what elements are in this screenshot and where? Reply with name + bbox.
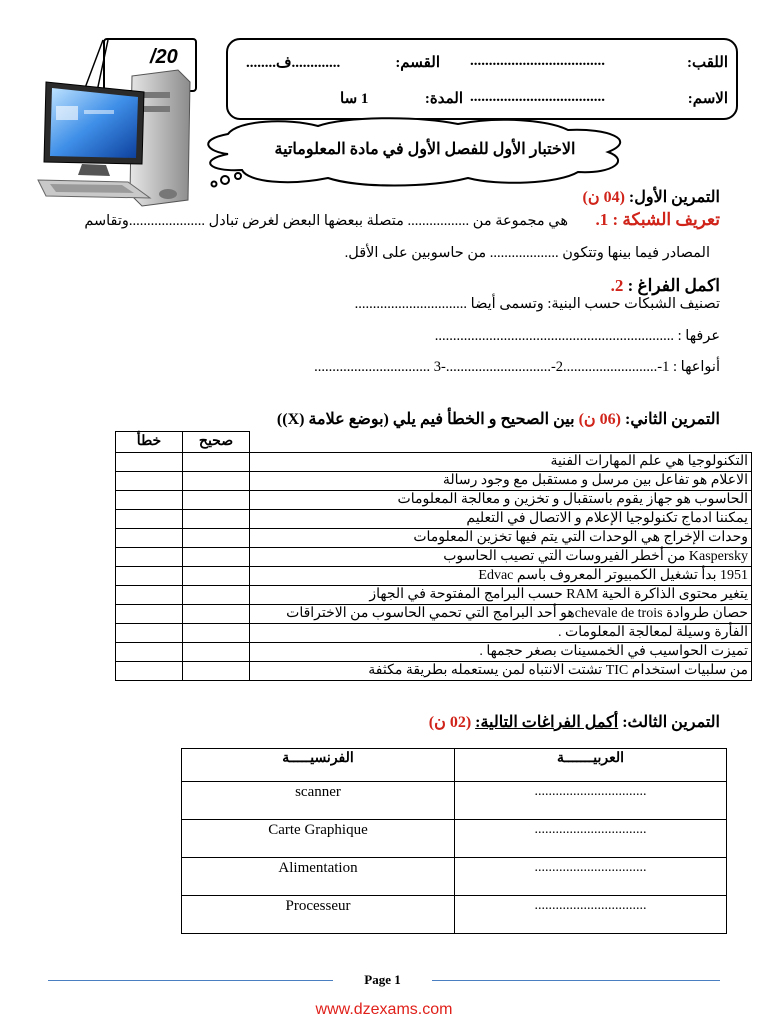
false-cell[interactable] [116, 624, 183, 643]
false-cell[interactable] [116, 472, 183, 491]
exercise2-instruction: بين الصحيح و الخطأ فيم يلي (بوضع علامة (X)) [276, 411, 575, 428]
true-cell[interactable] [183, 643, 250, 662]
q1-line2: المصادر فيما بينها وتتكون ................... من حاسوبين على الأقل. [344, 245, 710, 261]
name-field[interactable]: .................................... [470, 89, 605, 105]
statement-text: وحدات الإخراج هي الوحدات التي يتم فيها تخزين المعلومات [250, 529, 752, 548]
true-cell[interactable] [183, 586, 250, 605]
false-cell[interactable] [116, 586, 183, 605]
exercise1-title: التمرين الأول: [628, 189, 720, 206]
true-cell[interactable] [183, 453, 250, 472]
exercise3-points: (02 ن) [428, 714, 472, 731]
column-arabic: العربيـــــــة [455, 749, 727, 782]
vocabulary-table [181, 748, 727, 934]
q1-number: 1. [595, 210, 609, 229]
statement-text: تميزت الحواسيب في الخمسينات بصغر حجمها . [250, 643, 752, 662]
table-row [116, 510, 752, 529]
section-label: القسم: [395, 55, 440, 71]
statement-text: الفأرة وسيلة لمعالجة المعلومات . [250, 624, 752, 643]
footer-divider-right [432, 980, 720, 981]
column-false: خطأ [116, 432, 183, 453]
false-cell[interactable] [116, 510, 183, 529]
page-number: Page 1 [364, 972, 401, 987]
true-cell[interactable] [183, 491, 250, 510]
false-cell[interactable] [116, 491, 183, 510]
q2-line2: عرفها : .................................................................. [434, 328, 720, 344]
exercise3-heading [429, 712, 720, 732]
false-cell[interactable] [116, 548, 183, 567]
table-header-row [116, 432, 752, 453]
exercise3-instruction: أكمل الفراغات التالية: [475, 714, 619, 731]
table-row [116, 529, 752, 548]
table-row [116, 605, 752, 624]
statement-text: من سلبيات استخدام TIC تشتت الانتباه لمن يستعمله بطريقة مكثفة [250, 662, 752, 681]
q2-line1: تصنيف الشبكات حسب البنية: وتسمى أيضا ............................... [354, 296, 720, 312]
name-label: الاسم: [687, 91, 728, 107]
true-cell[interactable] [183, 510, 250, 529]
surname-field[interactable]: .................................... [470, 53, 605, 69]
exercise2-heading [277, 409, 720, 429]
table-row [116, 624, 752, 643]
q1-title: تعريف الشبكة : [612, 210, 720, 229]
french-term: Processeur [182, 896, 455, 934]
true-cell[interactable] [183, 472, 250, 491]
french-term: scanner [182, 782, 455, 820]
exercise1-heading [582, 187, 720, 207]
true-cell[interactable] [183, 548, 250, 567]
table-row [182, 858, 727, 896]
exercise3-title: التمرين الثالث: [622, 714, 720, 731]
false-cell[interactable] [116, 567, 183, 586]
statement-text: التكنولوجيا هي علم المهارات الفنية [250, 453, 752, 472]
true-cell[interactable] [183, 662, 250, 681]
table-row [182, 820, 727, 858]
column-french: الفرنسيـــــة [182, 749, 455, 782]
statement-text: 1951 بدأ تشغيل الكمبيوتر المعروف باسم Edvac [250, 567, 752, 586]
q1-heading [595, 210, 720, 230]
exercise1-points: (04 ن) [582, 189, 625, 206]
statement-text: Kaspersky من أخطر الفيروسات التي تصيب الحاسوب [250, 548, 752, 567]
false-cell[interactable] [116, 662, 183, 681]
q1-line1: هي مجموعة من ................. متصلة ببعضها البعض لغرض تبادل .....................وتقاسم [84, 213, 568, 229]
table-row [116, 548, 752, 567]
arabic-answer-field[interactable]: ................................ [455, 858, 727, 896]
surname-label: اللقب: [686, 55, 728, 71]
column-statement [250, 432, 752, 453]
arabic-answer-field[interactable]: ................................ [455, 820, 727, 858]
false-cell[interactable] [116, 605, 183, 624]
section-field[interactable]: .............ف........ [246, 55, 341, 71]
table-row [182, 782, 727, 820]
duration-value: 1 سا [340, 91, 369, 107]
table-row [116, 643, 752, 662]
column-true: صحيح [183, 432, 250, 453]
true-false-table [115, 431, 752, 681]
exam-title: الاختبار الأول للفصل الأول في مادة المعلوماتية [274, 141, 576, 158]
table-header-row [182, 749, 727, 782]
arabic-answer-field[interactable]: ................................ [455, 782, 727, 820]
french-term: Carte Graphique [182, 820, 455, 858]
exercise2-points: (06 ن) [578, 411, 621, 428]
arabic-answer-field[interactable]: ................................ [455, 896, 727, 934]
student-info-box [226, 38, 738, 120]
true-cell[interactable] [183, 567, 250, 586]
q2-heading [611, 276, 720, 296]
table-row [116, 491, 752, 510]
false-cell[interactable] [116, 453, 183, 472]
duration-label: المدة: [424, 91, 463, 107]
statement-text: حصان طروادة chevale de troisهو أحد البرامج التي تحمي الحاسوب من الاختراقات [250, 605, 752, 624]
table-row [116, 453, 752, 472]
exercise2-title: التمرين الثاني: [625, 411, 720, 428]
false-cell[interactable] [116, 529, 183, 548]
q2-title: اكمل الفراغ : [627, 276, 720, 295]
true-cell[interactable] [183, 605, 250, 624]
false-cell[interactable] [116, 643, 183, 662]
true-cell[interactable] [183, 529, 250, 548]
table-row [116, 586, 752, 605]
statement-text: الاعلام هو تفاعل بين مرسل و مستقبل مع وجود رسالة [250, 472, 752, 491]
q2-line3: أنواعها : 1-..........................2-.............................-3 ................................ [314, 359, 720, 375]
footer-divider-left [48, 980, 333, 981]
statement-text: يتغير محتوى الذاكرة الحية RAM حسب البرامج المفتوحة في الجهاز [250, 586, 752, 605]
table-row [116, 567, 752, 586]
table-row [116, 472, 752, 491]
site-link[interactable]: www.dzexams.com [315, 1001, 453, 1018]
table-row [182, 896, 727, 934]
q2-number: 2. [610, 276, 624, 295]
table-row [116, 662, 752, 681]
french-term: Alimentation [182, 858, 455, 896]
statement-text: يمكننا ادماج تكنولوجيا الإعلام و الاتصال في التعليم [250, 510, 752, 529]
statement-text: الحاسوب هو جهاز يقوم باستقبال و تخزين و معالجة المعلومات [250, 491, 752, 510]
true-cell[interactable] [183, 624, 250, 643]
score: /20 [150, 46, 178, 68]
